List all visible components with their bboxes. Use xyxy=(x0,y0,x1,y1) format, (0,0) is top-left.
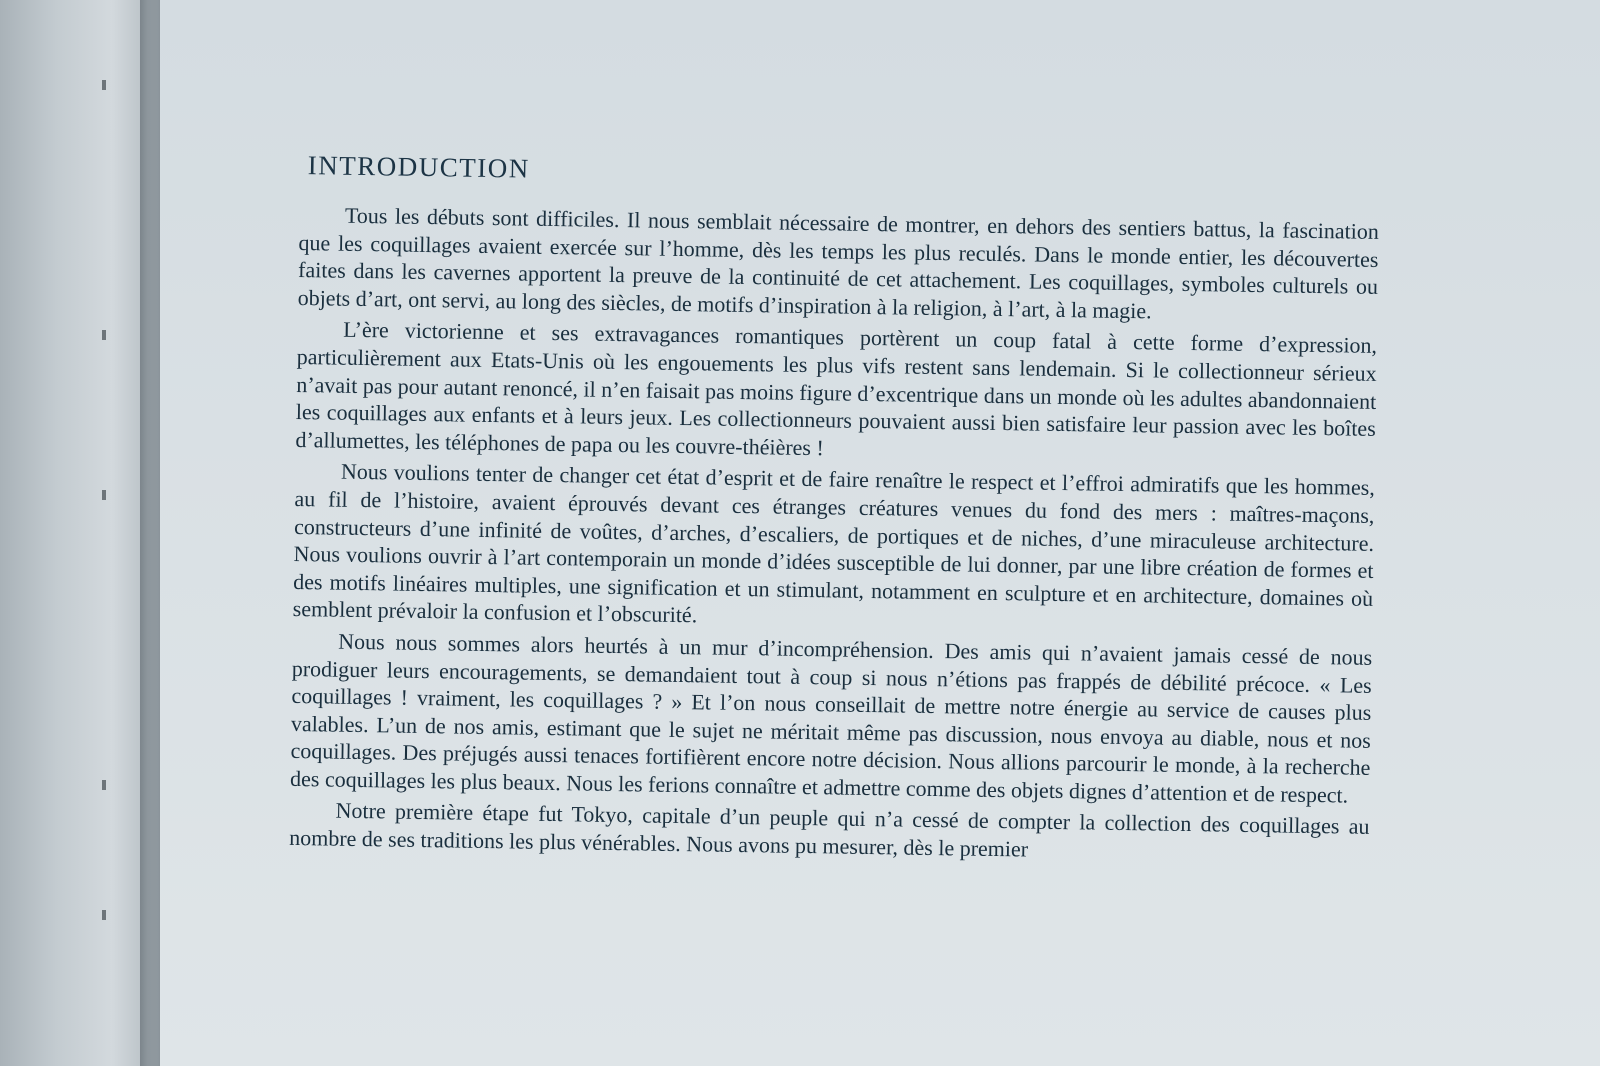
binding-mark xyxy=(102,780,106,790)
paragraph: Notre première étape fut Tokyo, capitale d’un peuple qui n’a cessé de compter la collection des coquillages au nombre de ses traditions les plus vénérables. Nous avons pu mesurer, dès le premier xyxy=(289,798,1370,862)
paragraph: Nous nous sommes alors heurtés à un mur d’incompréhension. Des amis qui n’avaient jamais cessé de nous prodiguer leurs encouragements, se demandaient tout à coup si nous n’étions pas frappés de débilité précoce. « Les coquillages ! vraiment, les coquillages ? » Et l’on nous conseillait de mettre notre énergie au service de causes plus valables. L’un de nos amis, estimant que le sujet ne méritait même pas discussion, nous envoya au diable, nous et nos coquillages. Des préjugés aussi tenaces fortifièrent encore notre décision. Nous allions parcourir le monde, à la recherche des coquillages les plus beaux. Nous les ferions connaître et admettre comme des objets dignes d’attention et de respect. xyxy=(289,628,1373,808)
binding-mark xyxy=(102,490,106,500)
left-page xyxy=(0,0,160,1066)
paragraph: Nous voulions tenter de changer cet état d’esprit et de faire renaître le respect et l’effroi admiratifs que les hommes, au fil de l’histoire, avaient éprouvés devant ces étranges créatures venues du fond des mers : maîtres-maçons, constructeurs d’une infinité de voûtes, d’arches, d’escaliers, de portiques et de niches, d’une miraculeuse architecture. Nous voulions ouvrir à l’art contemporain un monde d’idées susceptible de lui donner, par une libre création de formes et des motifs linéaires multiples, une signification et un stimulant, notamment en sculpture et en architecture, domaines où semblent prévaloir la confusion et l’obscurité. xyxy=(292,459,1376,628)
page-title: INTRODUCTION xyxy=(307,150,530,184)
paragraph: L’ère victorienne et ses extravagances romantiques portèrent un coup fatal à cette forme d’expression, particulièrement aux Etats-Unis où les engouements les plus vifs restent sans lendemain. Si le collectionneur sérieux n’avait pas pour autant renoncé, il n’en faisait pas moins figure d’excentrique dans un monde où les adultes abandonnaient les coquillages aux enfants et à leurs jeux. Les collectionneurs pouvaient aussi bien satisfaire leur passion avec les boîtes d’allumettes, les téléphones de papa ou les couvre-théières ! xyxy=(295,317,1378,461)
paragraph: Tous les débuts sont difficiles. Il nous semblait nécessaire de montrer, en dehors des sentiers battus, la fascination que les coquillages avaient exercée sur l’homme, dès les temps les plus reculés. Dans le monde entier, les découvertes faites dans les cavernes apportent la preuve de la continuité de cet attachement. Les coquillages, symboles culturels ou objets d’art, ont servi, au long des siècles, de motifs d’inspiration à la religion, à l’art, à la magie. xyxy=(297,202,1380,324)
page-text-block xyxy=(289,150,1380,873)
binding-mark xyxy=(102,80,106,90)
binding-mark xyxy=(102,910,106,920)
binding-mark xyxy=(102,330,106,340)
